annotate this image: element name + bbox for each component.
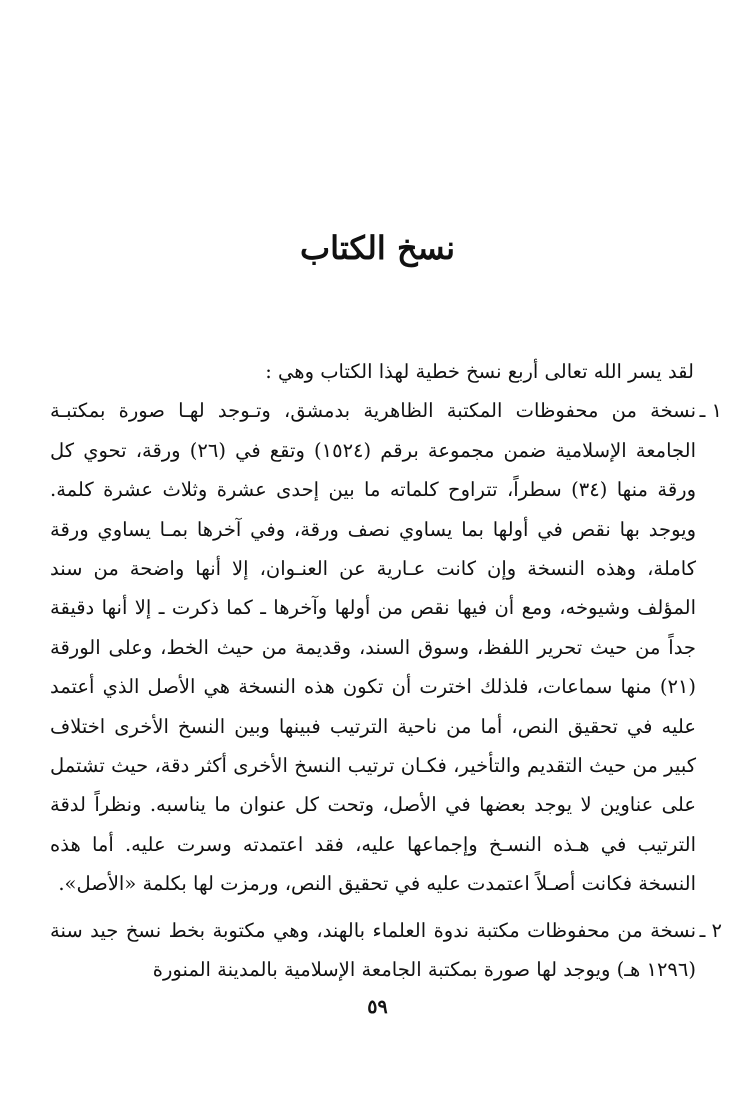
- item-number: ٢ ـ: [699, 918, 722, 942]
- item-text: نسخة من محفوظات مكتبة ندوة العلماء بالهند، وهي مكتوبة بخط نسخ جيد سنة (١٢٩٦ هـ) ويوجد لها صورة بمكتبة الجامعة الإسلامية بالمدينة المنورة: [50, 918, 696, 982]
- list-item: [50, 391, 722, 903]
- page-number: ٥٩: [367, 996, 388, 1018]
- page-body: [50, 352, 722, 990]
- item-number: ١ ـ: [699, 399, 722, 423]
- list-item: [50, 911, 722, 990]
- chapter-title: نسخ الكتاب: [299, 229, 456, 267]
- item-text: نسخة من محفوظات المكتبة الظاهرية بدمشق، وتـوجد لهـا صورة بمكتبـة الجامعة الإسلامية ضمن مجموعة برقم (١٥٢٤) وتقع في (٢٦) ورقة، تحوي كل ورقة منها (٣٤) سطراً، تتراوح كلماته ما بين إحدى عشرة وثلاث عشرة كلمة. ويوجد بها نقص في أولها بما يساوي نصف ورقة، وفي آخرها بمـا يساوي ورقة كاملة، وهذه النسخة وإن كانت عـارية عن العنـوان، إلا أنها واضحة من سند المؤلف وشيوخه، ومع أن فيها نقص من أولها وآخرها ـ كما ذكرت ـ إلا أنها دقيقة جداً من حيث تحرير اللفظ، وسوق السند، وقديمة من حيث الخط، وعلى الورقة (٢١) منها سماعات، فلذلك اخترت أن تكون هذه النسخة هي الأصل الذي أعتمد عليه في تحقيق النص، أما من ناحية الترتيب فبينها وبين النسخ الأخرى اختلاف كبير من حيث التقديم والتأخير، فكـان ترتيب النسخ الأخرى أكثر دقة، حيث تشتمل على عناوين لا يوجد بعضها في الأصل، وتحت كل عنوان ما يناسبه. ونظراً لدقة الترتيب في هـذه النسـخ وإجماعها عليه، فقد اعتمدته وسرت عليه. أما هذه النسخة فكانت أصـلاً اعتمدت عليه في تحقيق النص، ورمزت لها بكلمة «الأصل».: [50, 399, 696, 896]
- intro-paragraph: لقد يسر الله تعالى أربع نسخ خطية لهذا الكتاب وهي :: [265, 360, 694, 383]
